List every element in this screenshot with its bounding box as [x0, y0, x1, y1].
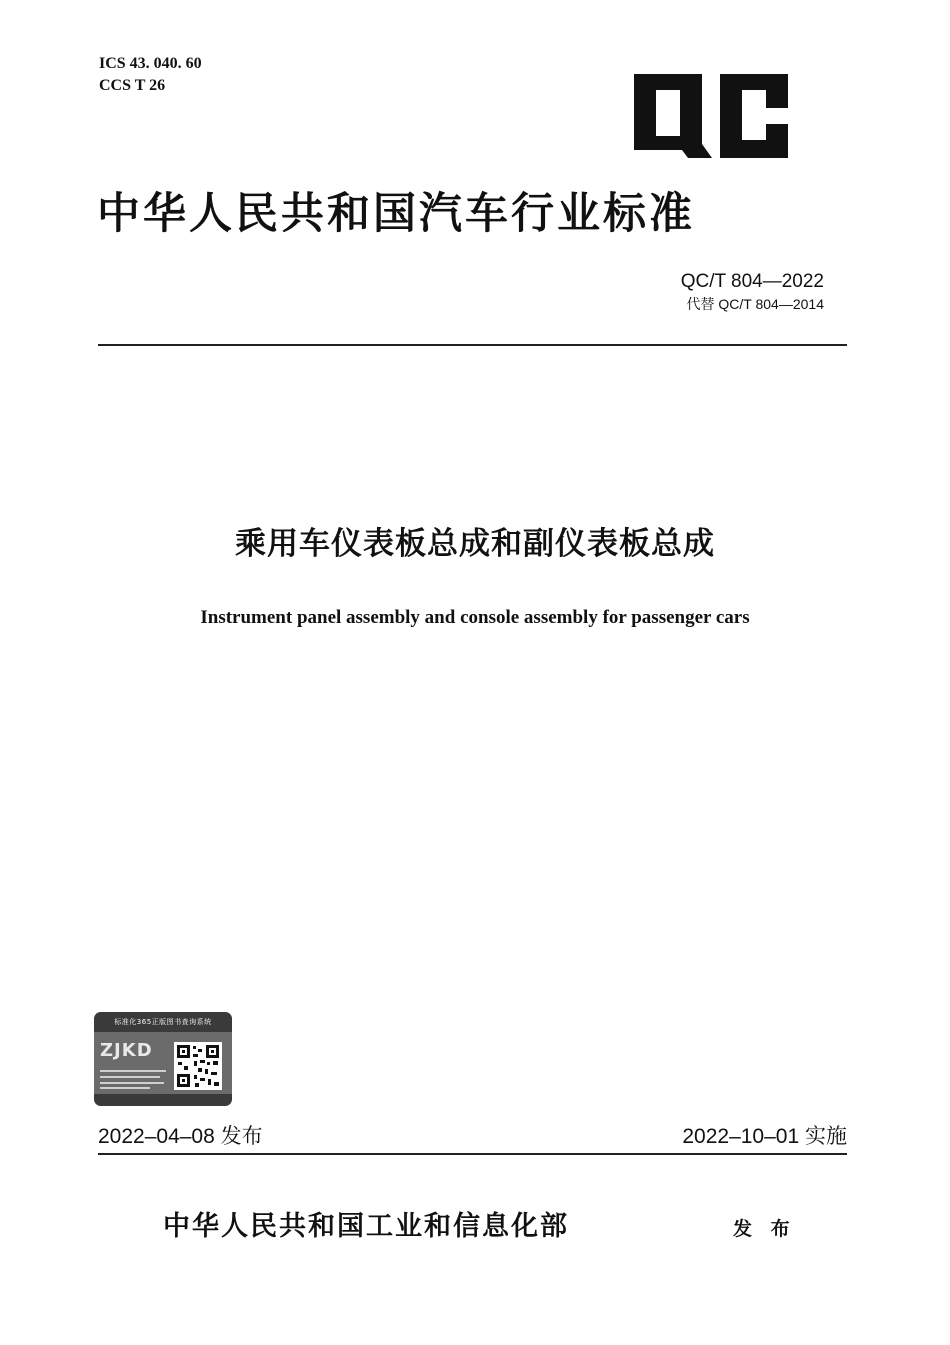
bottom-divider: [98, 1153, 847, 1155]
dates-row: [98, 1122, 847, 1152]
sticker-fine-print-graphic: [100, 1068, 170, 1090]
replaced-standard: 代替 QC/T 804—2014: [686, 296, 824, 312]
publisher-name: 中华人民共和国工业和信息化部: [163, 1211, 569, 1242]
qc-logo: [628, 74, 792, 158]
standard-number: QC/T 804—2022: [680, 271, 824, 292]
implementation-date: 2022–10–01 实施: [682, 1125, 847, 1148]
sticker-header: 标准化365正版图书查询系统: [94, 1012, 232, 1032]
publish-label: 发 布: [733, 1218, 796, 1240]
standard-category-title: 中华人民共和国汽车行业标准: [97, 189, 695, 239]
standard-number-block: [681, 270, 824, 314]
ccs-code: CCS T 26: [99, 77, 166, 94]
top-divider: [98, 344, 847, 346]
sticker-footer-band: [94, 1094, 232, 1106]
document-title-english: Instrument panel assembly and console assembly for passenger cars: [200, 607, 750, 628]
issue-date: 2022–04–08 发布: [98, 1125, 263, 1148]
qc-logo-graphic: [628, 74, 792, 158]
anti-counterfeit-sticker: [94, 1012, 232, 1106]
qr-code-icon: [174, 1042, 222, 1090]
classification-codes: [99, 53, 202, 97]
ics-code: ICS 43. 040. 60: [99, 55, 202, 72]
document-title-chinese: 乘用车仪表板总成和副仪表板总成: [235, 526, 715, 562]
sticker-brand: ZJKD: [100, 1040, 153, 1061]
